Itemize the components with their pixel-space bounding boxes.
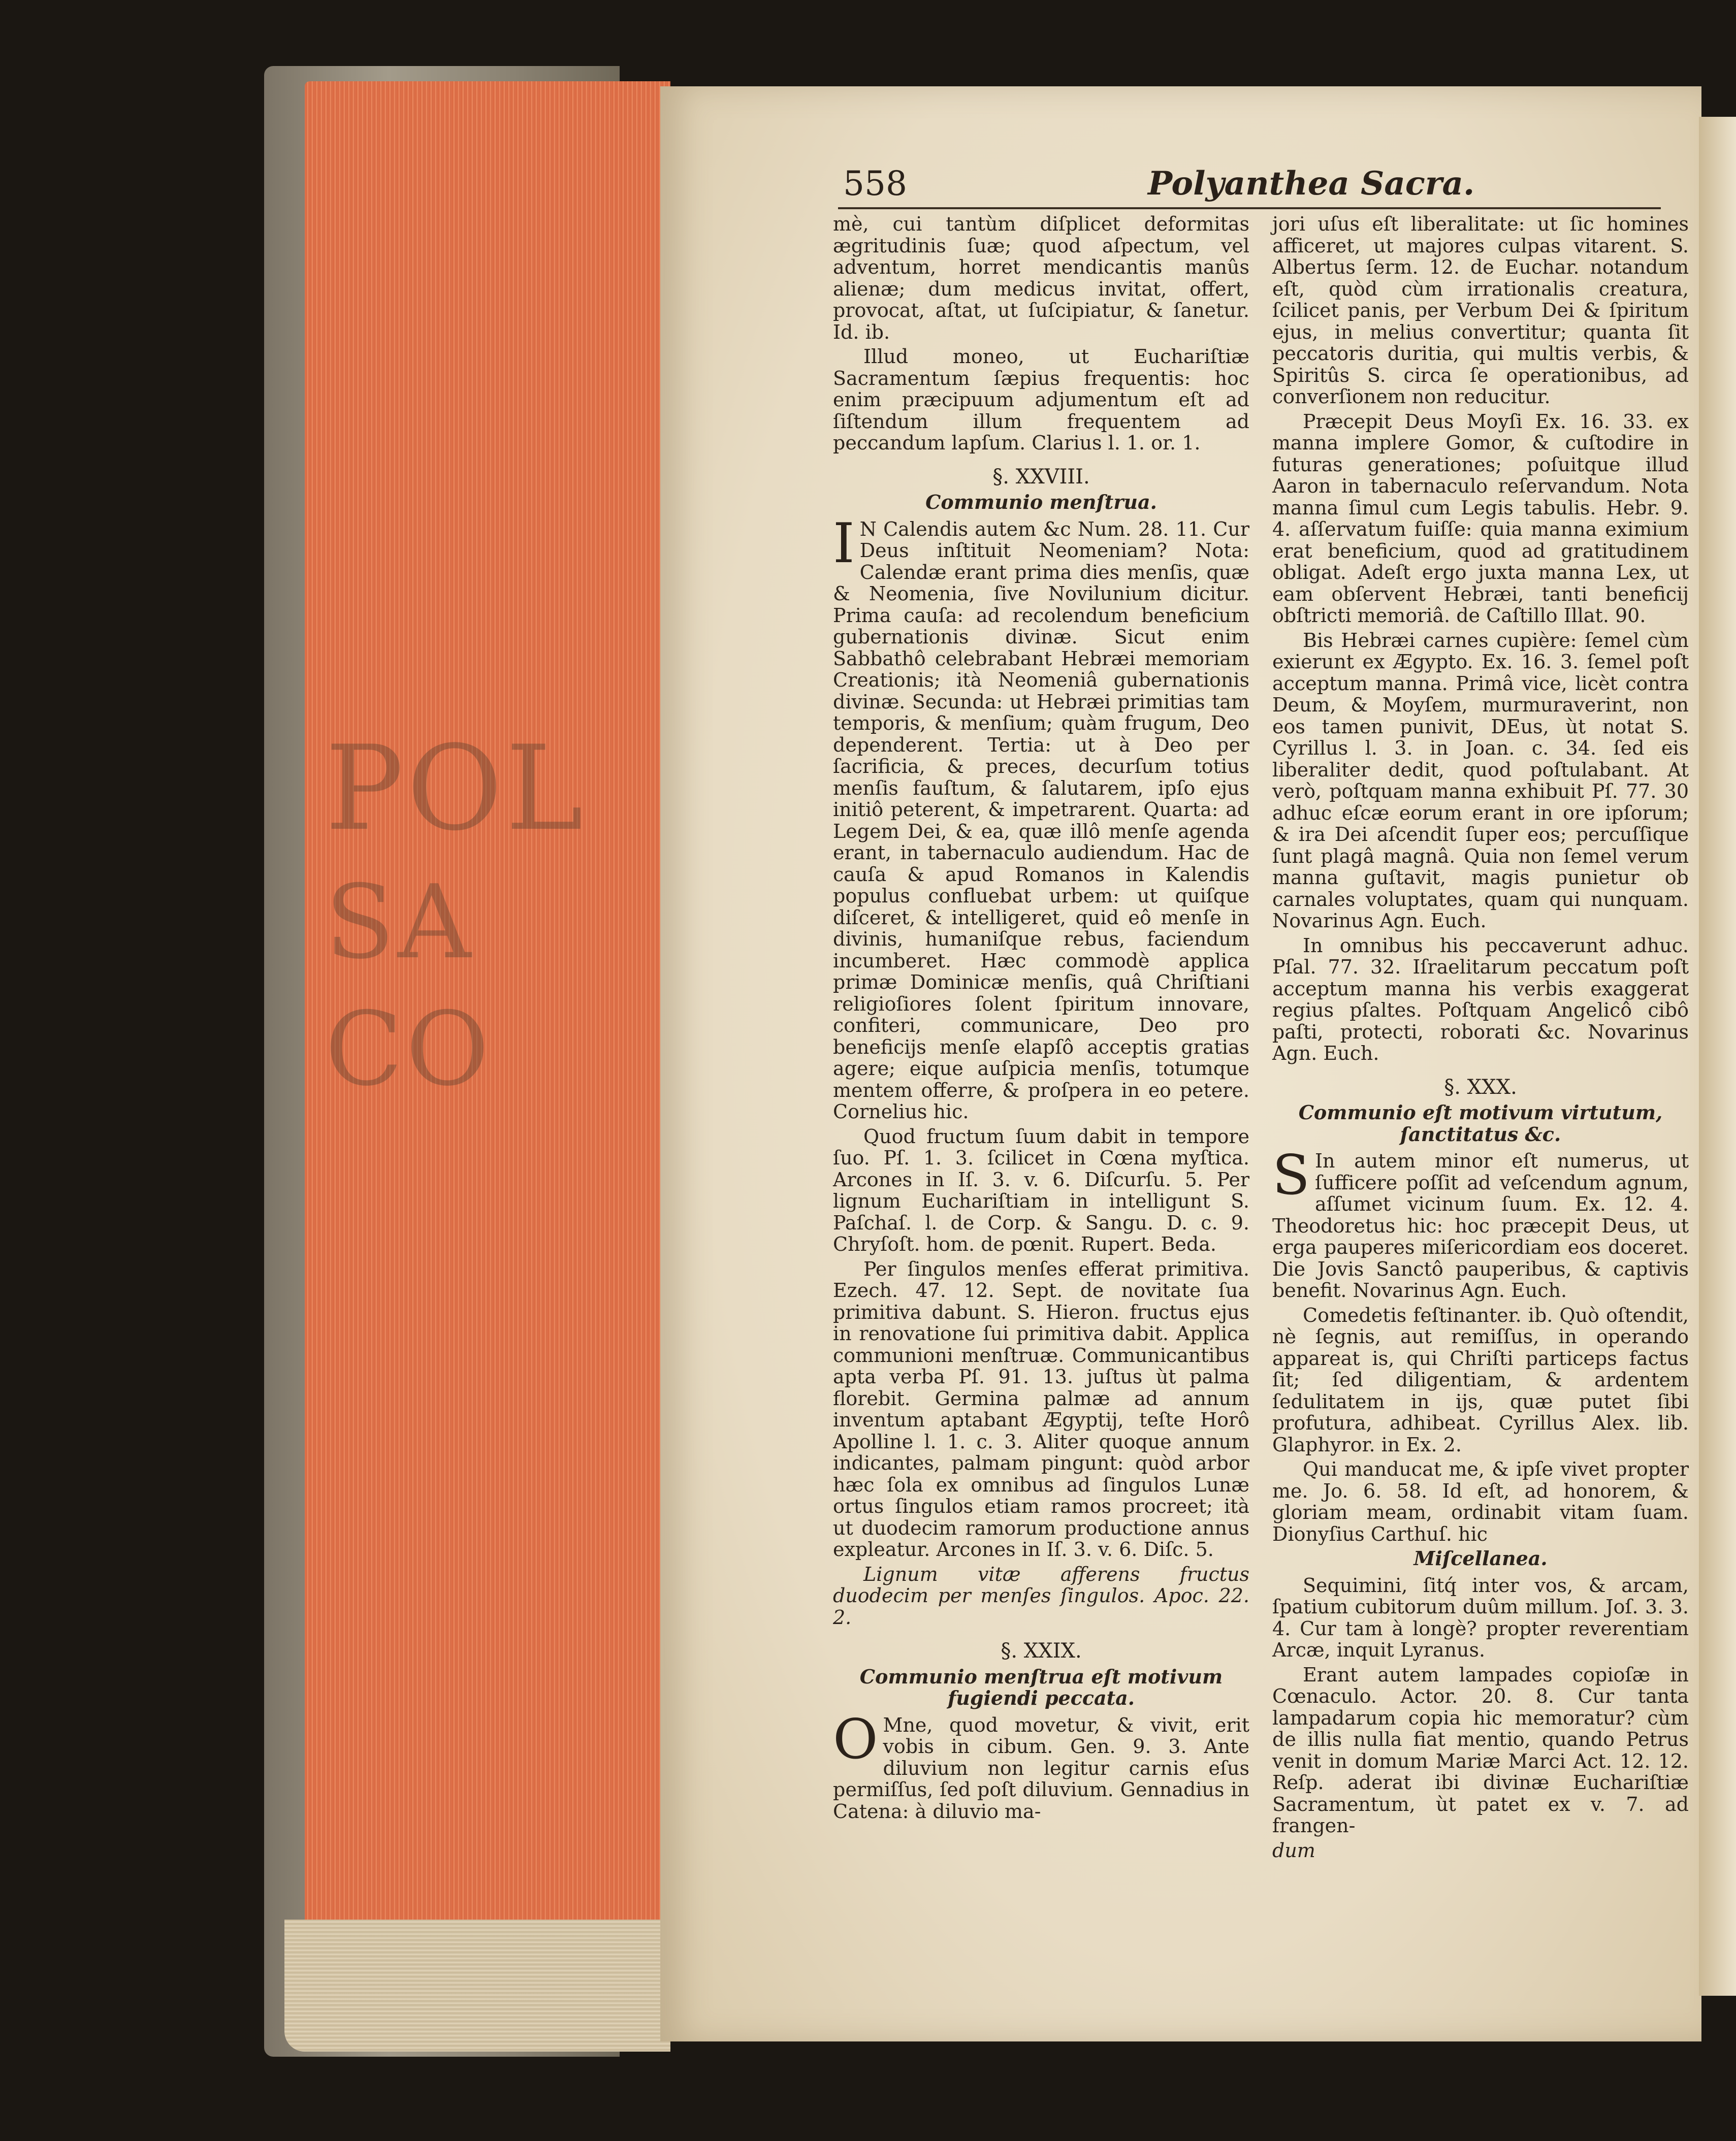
page-header [843, 164, 1661, 204]
paragraph: Bis Hebræi carnes cupière: ſemel cùm exierunt ex Ægypto. Ex. 16. 3. ſemel poſt acceptum manna. Primâ vice, licèt contra Deum, & Moyſem, murmuraverint, non eos tamen punivit, DEus, ùt notat S. Cyrillus l. 3. in Joan. c. 34. ſed eis liberaliter dedit, quod poſtulabant. At verò, poſtquam manna exhibuit Pſ. 77. 30 adhuc eſcæ eorum erant in ore ipſorum; & ira Dei aſcendit ſuper eos; percuſſique ſunt plagâ magnâ. Quia non ſemel verum manna guſtavit, magis punietur ob carnales voluptates, quam qui nunquam. Novarinus Agn. Euch. [1272, 629, 1689, 932]
drop-cap: I [833, 511, 855, 575]
paragraph: Illud moneo, ut Euchariſtiæ Sacramentum ſæpius frequentis: hoc enim præcipuum adjumentum eſt ad ſiſtendum illum frequentem ad peccandum lapſum. Clarius l. 1. or. 1. [833, 345, 1249, 454]
paragraph: In omnibus his peccaverunt adhuc. Pſal. 77. 32. Iſraelitarum peccatum poſt acceptum manna his verbis exaggerat regius pſaltes. Poſtquam Angelicô cibô paſti, protecti, roborati &c. Novarinus Agn. Euch. [1272, 934, 1689, 1064]
paragraph: Comedetis feſtinanter. ib. Quò oſtendit, nè ſegnis, aut remiſſus, in operando appareat is, qui Chriſti particeps factus ſit; ſed diligentiam, & ardentem ſedulitatem in ijs, quæ putet ſibi profutura, adhibeat. Cyrillus Alex. lib. Glaphyror. in Ex. 2. [1272, 1304, 1689, 1456]
cover-ghost-text: SA [325, 863, 474, 982]
paragraph: Per ſingulos menſes efferat primitiva. Ezech. 47. 12. Sept. de novitate ſua primitiva dabunt. S. Hieron. fructus ejus in renovatione ſui primitiva dabit. Applica communioni menſtruæ. Communicantibus apta verba Pſ. 91. 13. juſtus ùt palma florebit. Germina palmæ ad annum inventum aptabant Ægyptij, teſte Horô Apolline l. 1. c. 3. Aliter quoque annum indicantes, palmam pingunt: quòd arbor hæc ſola ex omnibus ad ſingulos Lunæ ortus ſingulos etiam ramos procreet; ità ut duodecim ramorum productione annus expleatur. Arcones in Iſ. 3. v. 6. Diſc. 5. [833, 1257, 1249, 1561]
section-subtitle: Communio eſt motivum virtutum, ſanctitatus &c. [1298, 1101, 1663, 1146]
drop-cap: O [833, 1707, 878, 1771]
section-heading: §. XXVIII. [992, 465, 1090, 489]
paragraph: Præcepit Deus Moyſi Ex. 16. 33. ex manna implere Gomor, & cuſtodire in futuras generationes; poſuitque illud Aaron in tabernaculo reſervandum. Nota manna ſimul cum Legis tabulis. Hebr. 9. 4. aſſervatum fuiſſe: quia manna eximium erat beneficium, quod ad gratitudinem obligat. Adeſt ergo juxta manna Lex, ut eam obſervent Hebræi, tanti beneficij obſtricti memoriâ. de Caſtillo Illat. 90. [1272, 410, 1689, 627]
section-subtitle: Miſcellanea. [1413, 1547, 1548, 1570]
paragraph: Quod fructum ſuum dabit in tempore ſuo. Pſ. 1. 3. ſcilicet in Cœna myſtica. Arcones in Iſ. 3. v. 6. Diſcurſu. 5. Per lignum Euchariſtiam in intelligunt S. Paſchaſ. l. de Corp. & Sangu. D. c. 9. Chryſoſt. hom. de pœnit. Rupert. Beda. [833, 1125, 1249, 1255]
section-subtitle: Communio menſtrua eſt motivum fugiendi peccata. [859, 1665, 1223, 1709]
left-column [833, 213, 1249, 1825]
page-edges-bottom [284, 1920, 670, 2052]
header-rule [838, 207, 1661, 209]
cover-ghost-text: CO [325, 990, 492, 1109]
paragraph: Lignum vitæ afferens fructus duodecim per menſes ſingulos. Apoc. 22. 2. [833, 1563, 1249, 1629]
running-head: Polyanthea Sacra. [1148, 165, 1475, 203]
drop-cap: S [1272, 1144, 1310, 1207]
paragraph: O Mne, quod movetur, & vivit, erit vobis in cibum. Gen. 9. 3. Ante diluvium non legitur carnis eſus permiſſus, ſed poſt diluvium. Gennadius in Catena: à diluvio ma- [833, 1707, 1249, 1823]
section-heading: §. XXIX. [1001, 1639, 1082, 1663]
section-subtitle: Communio menſtrua. [925, 491, 1157, 513]
paragraph: Erant autem lampades copioſæ in Cœnaculo. Actor. 20. 8. Cur tanta lampadarum copia hic memoratur? cùm de illis nulla fiat mentio, quando Petrus venit in domum Mariæ Marci Act. 12. 12. Reſp. aderat ibi divinæ Euchariſtiæ Sacramentum, ùt patet ex v. 7. ad frangen- [1272, 1663, 1689, 1837]
paragraph: Qui manducat me, & ipſe vivet propter me. Jo. 6. 58. Id eſt, ad honorem, & gloriam meam, ordinabit vitam ſuam. Dionyſius Carthuſ. hic [1272, 1458, 1689, 1545]
catchword: dum [1272, 1839, 1315, 1862]
cover-ghost-text: POL [325, 721, 587, 857]
paragraph: jori uſus eſt liberalitate: ut ſic homines afficeret, ut majores culpas vitarent. S. Albertus ſerm. 12. de Euchar. notandum eſt, quòd cùm irrationalis creatura, ſcilicet panis, per Verbum Dei & ſpiritum ejus, in melius convertitur; quanta ſit peccatoris duritia, qui multis verbis, & Spiritûs S. circa ſe operationibus, ad converſionem non reducitur. [1272, 213, 1689, 408]
paragraph: S In autem minor eſt numerus, ut ſufficere poſſit ad veſcendum agnum, aſſumet vicinum ſuum. Ex. 12. 4. Theodoretus hic: hoc præcepit Deus, ut erga pauperes miſericordiam eos doceret. Die Jovis Sanctô pauperibus, & captivis benefit. Novarinus Agn. Euch. [1272, 1144, 1689, 1302]
paragraph: Sequimini, ſitq́ inter vos, & arcam, ſpatium cubitorum duûm millum. Joſ. 3. 3. 4. Cur tam à longè? propter reverentiam Arcæ, inquit Lyranus. [1272, 1574, 1689, 1661]
paragraph: I N Calendis autem &c Num. 28. 11. Cur Deus inſtituit Neomeniam? Nota: Calendæ erant prima dies menſis, quæ & Neomenia, ſive Novilunium dicitur. Prima cauſa: ad recolendum beneficium gubernationis divinæ. Sicut enim Sabbathô celebrabant Hebræi memoriam Creationis; ità Neomeniâ gubernationis divinæ. Secunda: ut Hebræi primitias tam temporis, & menſium; quàm frugum, Deo dependerent. Tertia: ut à Deo per ſacrificia, & preces, decurſum totius menſis fauſtum, & ſalutarem, ipſo ejus initiô peterent, & impetrarent. Quarta: ad Legem Dei, & ea, quæ illô menſe agenda erant, in tabernaculo audiendum. Hac de cauſa & apud Romanos in Kalendis populus confluebat urbem: ut quiſque diſceret, & intelligeret, quid eô menſe in divinis, humaniſque rebus, faciendum incumberet. Hæc commodè applica primæ Dominicæ menſis, quâ Chriſtiani religioſiores ſolent ſpiritum innovare, confiteri, communicare, Deo pro beneficijs menſe elapſô acceptis gratias agere; eique auſpicia menſis, totumque mentem offerre, & proſpera in eo petere. Cornelius hic. [833, 511, 1249, 1123]
page-number: 558 [843, 164, 907, 203]
facing-page-edge [1699, 117, 1736, 1996]
paragraph: mè, cui tantùm diſplicet deformitas ægritudinis ſuæ; quod aſpectum, vel adventum, horret mendicantis manûs alienæ; dum medicus invitat, offert, provocat, aſtat, ut ſuſcipiatur, & ſanetur. Id. ib. [833, 213, 1249, 343]
section-heading: §. XXX. [1444, 1075, 1517, 1099]
right-column [1272, 213, 1689, 1864]
